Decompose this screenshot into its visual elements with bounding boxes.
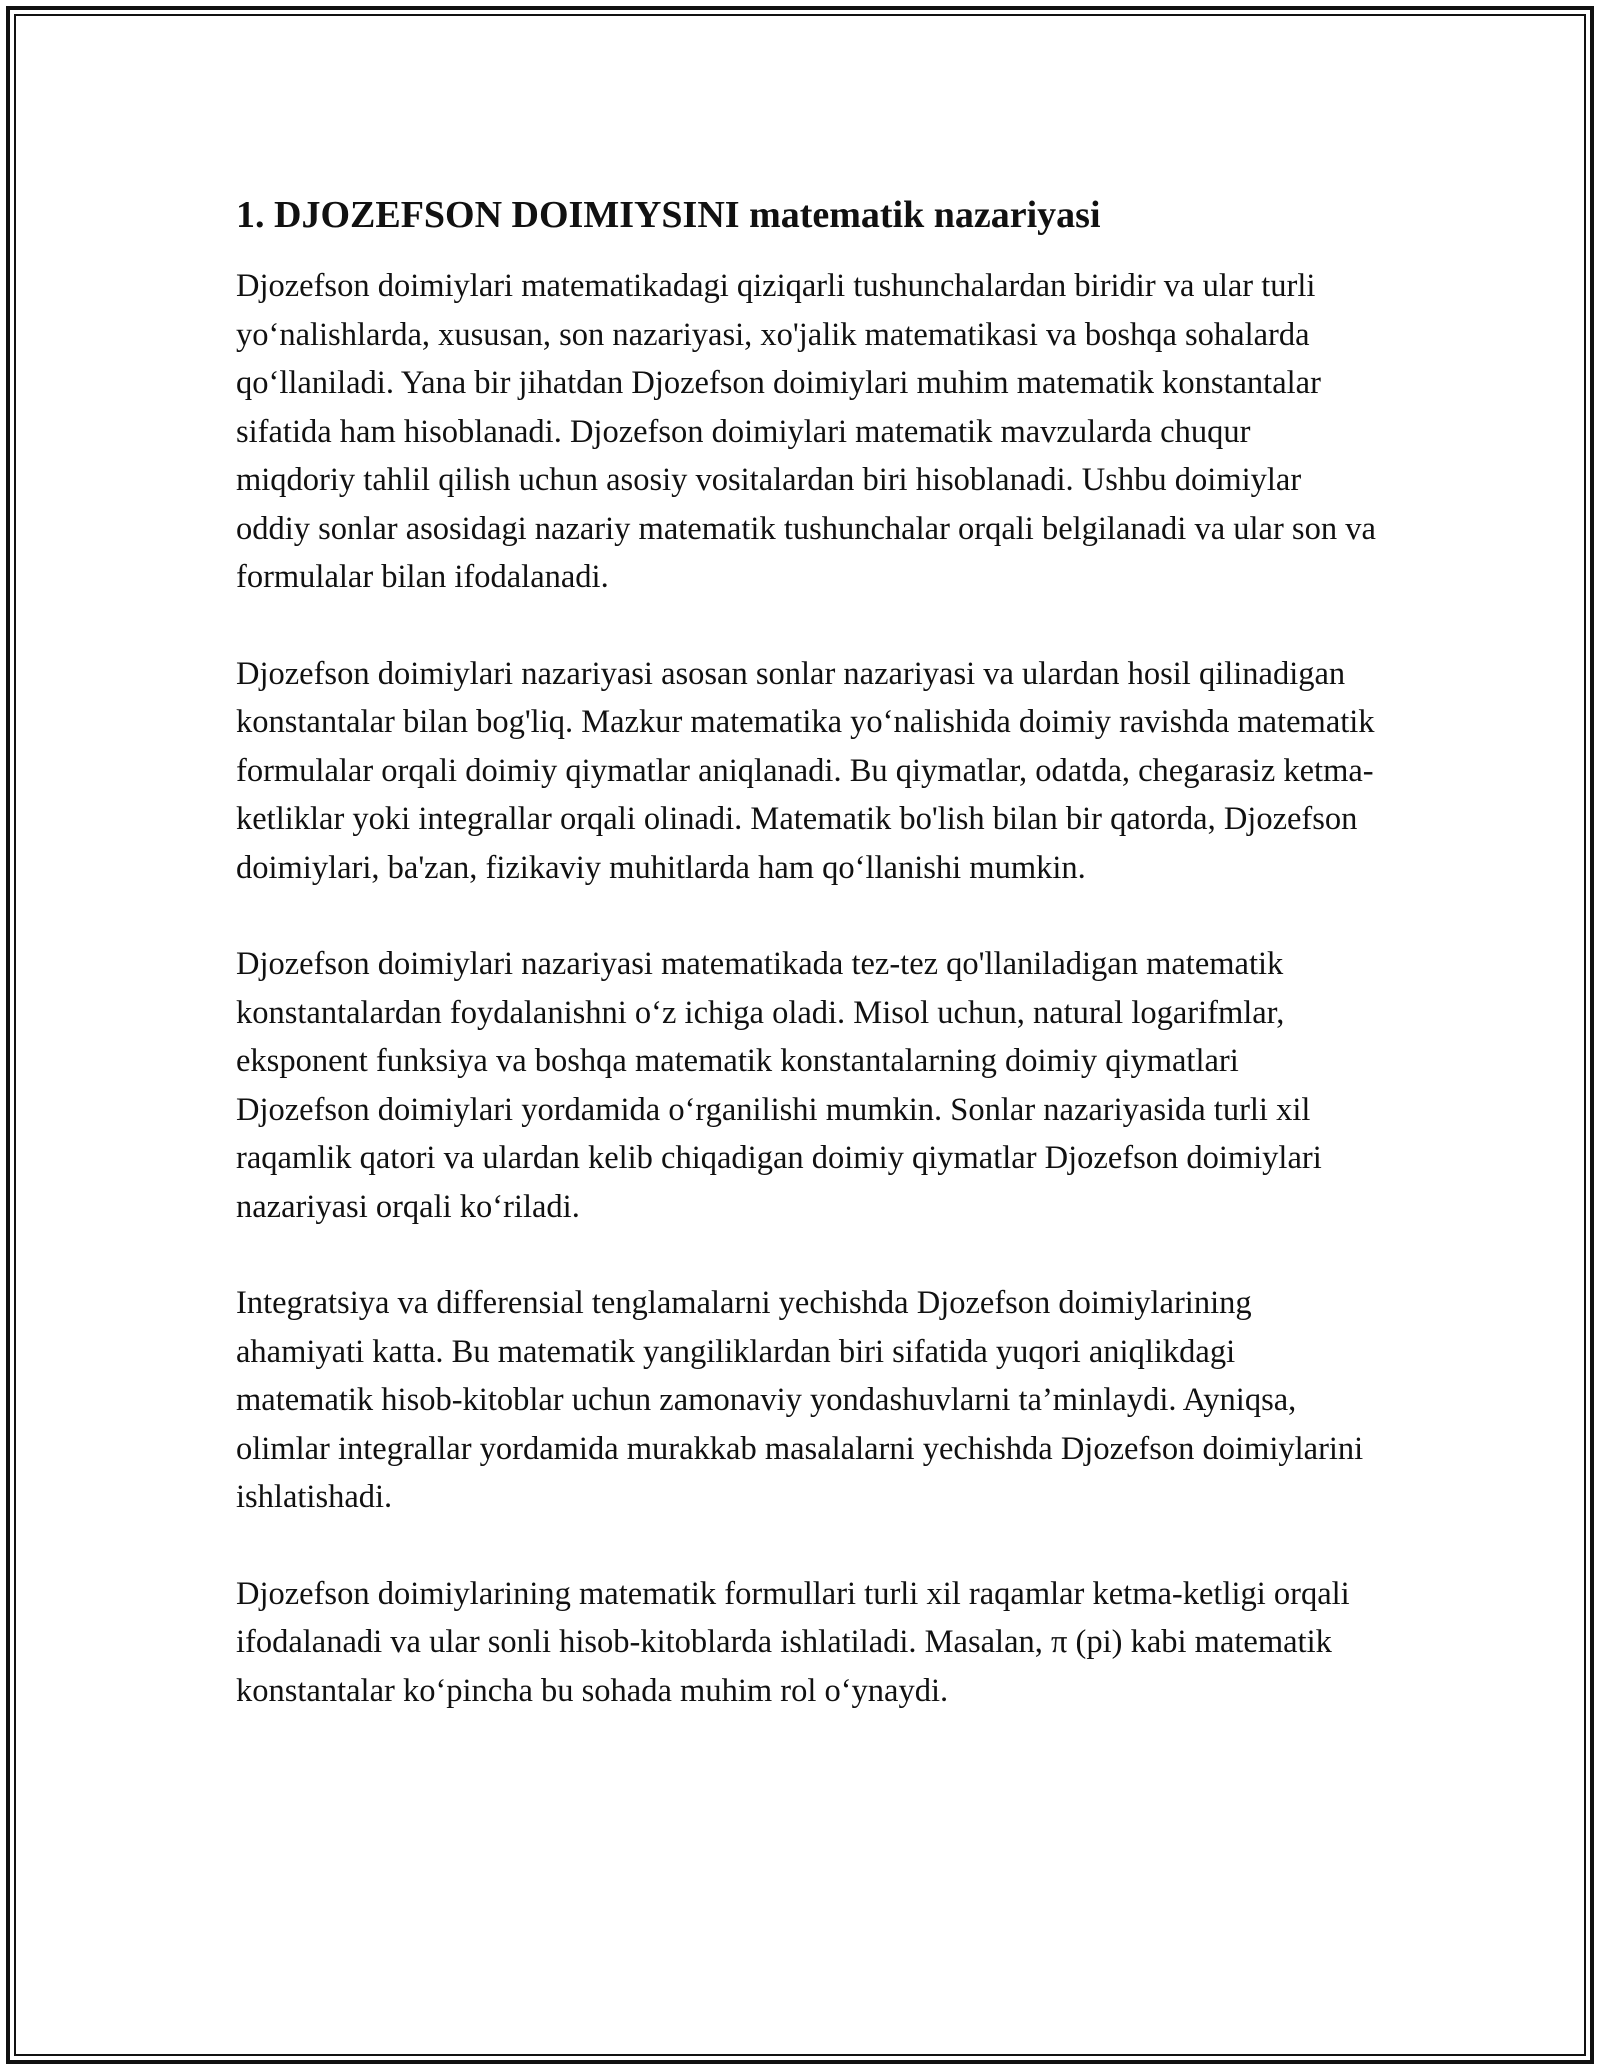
paragraph-5: Djozefson doimiylarining matematik formullari turli xil raqamlar ketma-ketligi orqali ifodalanadi va ular sonli hisob-kitoblarda ishlatiladi. Masalan, π (pi) kabi matematik konstantalar ko‘pincha bu sohada muhim rol o‘ynaydi.	[236, 1575, 1350, 1709]
paragraph-3: Djozefson doimiylari nazariyasi matematikada tez-tez qo'llaniladigan matematik konstantalardan foydalanishni o‘z ichiga oladi. Misol uchun, natural logarifmlar, eksponent funksiya va boshqa matematik konstantalarning doimiy qiymatlari Djozefson doimiylari yordamida o‘rganilishi mumkin. Sonlar nazariyasida turli xil raqamlik qatori va ulardan kelib chiqadigan doimiy qiymatlar Djozefson doimiylari nazariyasi orqali ko‘riladi.	[236, 946, 1322, 1225]
document-body	[236, 190, 1376, 1715]
paragraph-2: Djozefson doimiylari nazariyasi asosan sonlar nazariyasi va ulardan hosil qilinadigan konstantalar bilan bog'liq. Mazkur matematika yo‘nalishida doimiy ravishda matematik formulalar orqali doimiy qiymatlar aniqlanadi. Bu qiymatlar, odatda, chegarasiz ketma-ketliklar yoki integrallar orqali olinadi. Matematik bo'lish bilan bir qatorda, Djozefson doimiylari, ba'zan, fizikaviy muhitlarda ham qo‘llanishi mumkin.	[236, 655, 1375, 886]
paragraph-1: Djozefson doimiylari matematikadagi qiziqarli tushunchalardan biridir va ular turli yo‘nalishlarda, xususan, son nazariyasi, xo'jalik matematikasi va boshqa sohalarda qo‘llaniladi. Yana bir jihatdan Djozefson doimiylari muhim matematik konstantalar sifatida ham hisoblanadi. Djozefson doimiylari matematik mavzularda chuqur miqdoriy tahlil qilish uchun asosiy vositalardan biri hisoblanadi. Ushbu doimiylar oddiy sonlar asosidagi nazariy matematik tushunchalar orqali belgilanadi va ular son va formulalar bilan ifodalanadi.	[236, 268, 1376, 595]
paragraph-4: Integratsiya va differensial tenglamalarni yechishda Djozefson doimiylarining ahamiyati katta. Bu matematik yangiliklardan biri sifatida yuqori aniqlikdagi matematik hisob-kitoblar uchun zamonaviy yondashuvlarni ta’minlaydi. Ayniqsa, olimlar integrallar yordamida murakkab masalalarni yechishda Djozefson doimiylarini ishlatishadi.	[236, 1285, 1364, 1515]
document-title: 1. DJOZEFSON DOIMIYSINI matematik nazariyasi	[236, 194, 1101, 236]
